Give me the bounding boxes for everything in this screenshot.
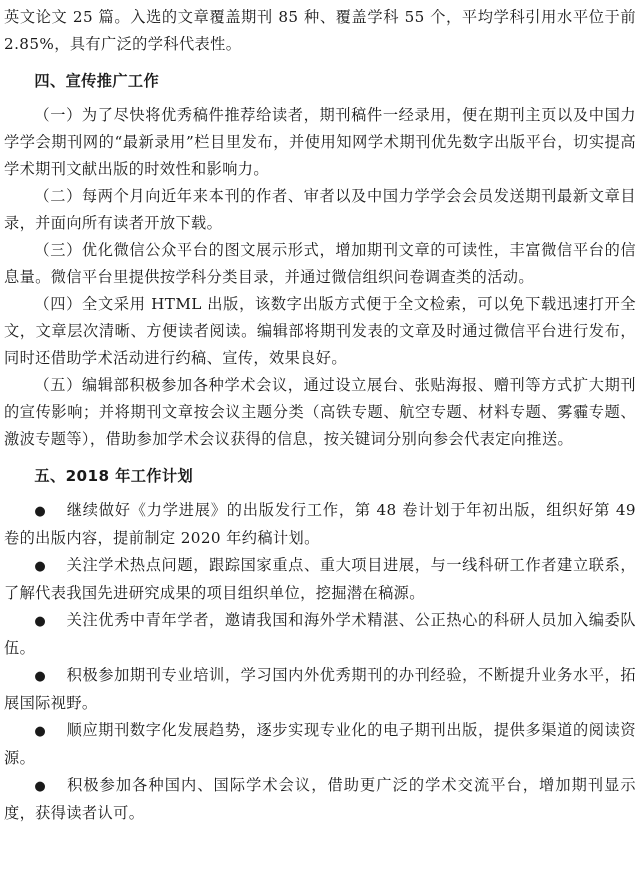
plan-item-text: 关注学术热点问题，跟踪国家重点、重大项目进展，与一线科研工作者建立联系，了解代表我国先进研究成果的项目组织单位，挖掘潜在稿源。 bbox=[4, 556, 636, 602]
plan-item-text: 积极参加期刊专业培训，学习国内外优秀期刊的办刊经验，不断提升业务水平，拓展国际视野。 bbox=[4, 666, 636, 712]
promotion-paragraph-2: （二）每两个月向近年来本刊的作者、审者以及中国力学学会会员发送期刊最新文章目录，并面向所有读者开放下载。 bbox=[4, 187, 636, 232]
plan-item-text: 关注优秀中青年学者，邀请我国和海外学术精湛、公正热心的科研人员加入编委队伍。 bbox=[4, 611, 636, 657]
bullet-icon: ● bbox=[34, 724, 47, 739]
section-promotion bbox=[4, 68, 636, 453]
plan-item bbox=[4, 717, 636, 772]
plan-item bbox=[4, 772, 636, 827]
bullet-icon: ● bbox=[34, 559, 47, 574]
section-5-heading: 五、2018 年工作计划 bbox=[34, 467, 194, 485]
promotion-paragraph-3: （三）优化微信公众平台的图文展示形式，增加期刊文章的可读性，丰富微信平台的信息量。微信平台里提供按学科分类目录，并通过微信组织问卷调查类的活动。 bbox=[4, 241, 636, 286]
plan-item bbox=[4, 607, 636, 662]
bullet-icon: ● bbox=[34, 504, 47, 519]
section-4-heading: 四、宣传推广工作 bbox=[34, 72, 160, 90]
bullet-icon: ● bbox=[34, 779, 47, 794]
plan-item-text: 积极参加各种国内、国际学术会议，借助更广泛的学术交流平台，增加期刊显示度，获得读者认可。 bbox=[4, 776, 636, 822]
promotion-paragraph-5: （五）编辑部积极参加各种学术会议，通过设立展台、张贴海报、赠刊等方式扩大期刊的宣传影响；并将期刊文章按会议主题分类（高铁专题、航空专题、材料专题、雾霾专题、激波专题等），借助参加学术会议获得的信息，按关键词分别向参会代表定向推送。 bbox=[4, 376, 636, 448]
plan-item-text: 继续做好《力学进展》的出版发行工作，第 48 卷计划于年初出版，组织好第 49 卷的出版内容，提前制定 2020 年约稿计划。 bbox=[4, 501, 636, 547]
promotion-paragraph-4: （四）全文采用 HTML 出版，该数字出版方式便于全文检索，可以免下载迅速打开全文，文章层次清晰、方便读者阅读。编辑部将期刊发表的文章及时通过微信平台进行发布，同时还借助学术活动进行约稿、宣传，效果良好。 bbox=[4, 295, 636, 367]
plan-item bbox=[4, 662, 636, 717]
plan-item-text: 顺应期刊数字化发展趋势，逐步实现专业化的电子期刊出版，提供多渠道的阅读资源。 bbox=[4, 721, 636, 767]
plan-item bbox=[4, 497, 636, 552]
bullet-icon: ● bbox=[34, 614, 47, 629]
bullet-icon: ● bbox=[34, 669, 47, 684]
promotion-paragraph-1: （一）为了尽快将优秀稿件推荐给读者，期刊稿件一经录用，便在期刊主页以及中国力学学会期刊网的“最新录用”栏目里发布，并使用知网学术期刊优先数字出版平台，切实提高学术期刊文献出版的时效性和影响力。 bbox=[4, 106, 636, 178]
plan-item bbox=[4, 552, 636, 607]
intro-continuation-paragraph: 英文论文 25 篇。入选的文章覆盖期刊 85 种、覆盖学科 55 个，平均学科引用水平位于前 2.85%，具有广泛的学科代表性。 bbox=[4, 8, 636, 53]
section-work-plan bbox=[4, 463, 636, 827]
